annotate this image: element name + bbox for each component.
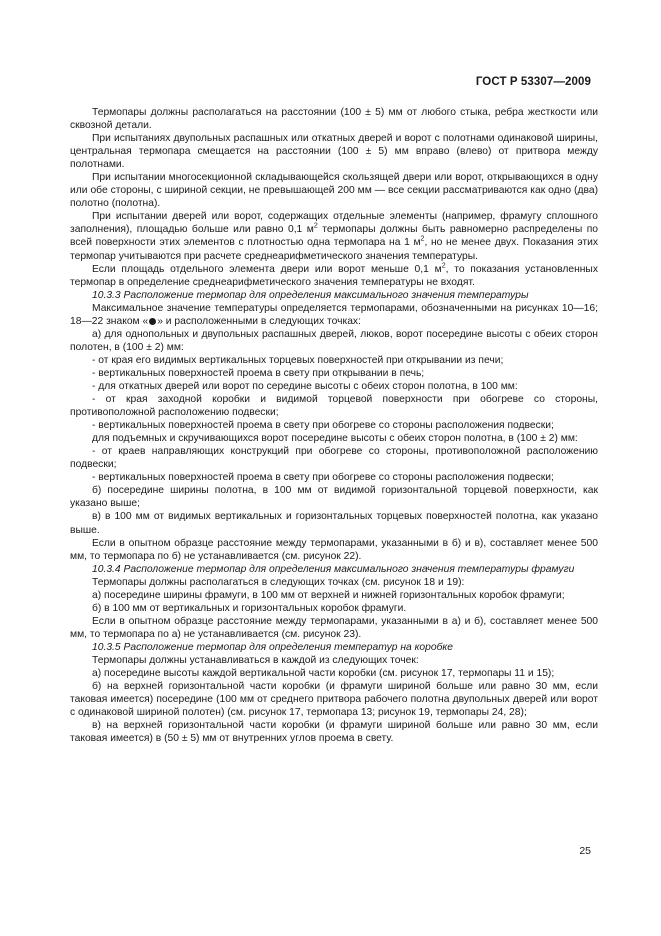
list-item: - вертикальных поверхностей проема в свету при обогреве со стороны расположения подвески; (92, 420, 554, 432)
paragraph: Если площадь отдельного элемента двери или ворот меньше 0,1 $м^2$, то показания установленных термопар в определение среднеарифметического значения температуры не входят. (70, 262, 598, 288)
list-item: - вертикальных поверхностей проема в свету при обогреве со стороны расположения подвески; (92, 472, 554, 484)
list-item: - от края его видимых вертикальных торцевых поверхностей при открывании из печи; (92, 354, 504, 366)
paragraph: в) на верхней горизонтальной части коробки (и фрамуги шириной больше или равно 30 мм, если таковая имеется) в (50 ± 5) мм от внутренних углов проема в свету. (70, 720, 598, 745)
paragraph: При испытании дверей или ворот, содержащих отдельные элементы (например, фрамугу сплошного заполнения), площадью больше или равно 0,1 $м^2$ термопары должны быть равномерно распределены по всей поверхности этих элементов с плотностью одна термопара на 1 $м^2$, но не менее двух. Показания этих термопар учитываются при расчете среднеарифметического значения температуры. (70, 211, 599, 262)
list-item: - от краев направляющих конструкций при обогреве со стороны, противоположной расположению подвески; (70, 446, 598, 471)
paragraph: для подъемных и скручивающихся ворот посередине высоты с обеих сторон полотна, в (100 ± 2) мм: (92, 433, 578, 445)
paragraph: а) для однопольных и двупольных распашных дверей, люков, ворот посередине высоты с обеих сторон полотен, в (100 ± 2) мм: (70, 328, 598, 353)
section-heading-10-3-4: 10.3.4 Расположение термопар для определения максимального значения температуры фрамуги (92, 563, 575, 575)
list-item: - для откатных дверей или ворот по середине высоты с обеих сторон полотна, в 100 мм: (92, 380, 518, 392)
paragraph: б) посередине ширины полотна, в 100 мм от видимой горизонтальной торцевой поверхности, как указано выше; (70, 485, 598, 510)
page-number: 25 (579, 845, 591, 857)
paragraph: Максимальное значение температуры определяется термопарами, обозначенными на рисунках 10—16; 18—22 знаком « » и расположенными в следующих точках: (70, 302, 598, 327)
section-heading-10-3-3: 10.3.3 Расположение термопар для определения максимального значения температуры (92, 289, 529, 301)
list-item: - от края заходной коробки и видимой торцевой поверхности при обогреве со стороны, противоположной расположению подвески; (70, 394, 598, 419)
paragraph: Термопары должны располагаться на расстоянии (100 ± 5) мм от любого стыка, ребра жесткости или сквозной детали. (70, 107, 598, 132)
document-id: ГОСТ Р 53307—2009 (475, 76, 591, 88)
section-heading-10-3-5: 10.3.5 Расположение термопар для определения температур на коробке (92, 641, 453, 653)
paragraph: Если в опытном образце расстояние между термопарами, указанными в а) и б), составляет менее 500 мм, то термопара по а) не устанавливается (см. рисунок 23). (70, 615, 598, 640)
paragraph: а) посередине высоты каждой вертикальной части коробки (см. рисунок 17, термопары 11 и 15); (92, 668, 555, 680)
thermocouple-symbol-icon (149, 318, 156, 325)
list-item: - вертикальных поверхностей проема в свету при открывании в печь; (92, 367, 425, 379)
paragraph: Если в опытном образце расстояние между термопарами, указанными в б) и в), составляет менее 500 мм, то термопара по б) не устанавливается (см. рисунок 22). (70, 537, 598, 562)
paragraph: При испытании многосекционной складывающейся скользящей двери или ворот, открывающихся в одну или обе стороны, с шириной секции, не превышающей 200 мм — все секции рассматриваются как одно (два) полотно (полотна). (70, 172, 598, 210)
paragraph: б) на верхней горизонтальной части коробки (и фрамуги шириной больше или равно 30 мм, если таковая имеется) посередине (100 мм от среднего притвора рабочего полотна двупольных дверей или ворот с одинаковой шириной полотен) (см. рисунок 17, термопара 13; рисунок 19, термопары 24, 28); (70, 681, 598, 719)
paragraph: Термопары должны устанавливаться в каждой из следующих точек: (92, 654, 419, 666)
paragraph: б) в 100 мм от вертикальных и горизонтальных коробок фрамуги. (92, 602, 407, 614)
paragraph: в) в 100 мм от видимых вертикальных и горизонтальных торцевых поверхностей полотна, как указано выше. (70, 511, 598, 536)
body-text (70, 106, 598, 745)
paragraph: При испытаниях двупольных распашных или откатных дверей и ворот с полотнами одинаковой ширины, центральная термопара смещается на расстоянии (100 ± 5) мм вправо (влево) от притвора между полотнами. (70, 133, 598, 171)
paragraph: а) посередине ширины фрамуги, в 100 мм от верхней и нижней горизонтальных коробок фрамуги; (92, 589, 565, 601)
paragraph: Термопары должны располагаться в следующих точках (см. рисунок 18 и 19): (92, 576, 465, 588)
